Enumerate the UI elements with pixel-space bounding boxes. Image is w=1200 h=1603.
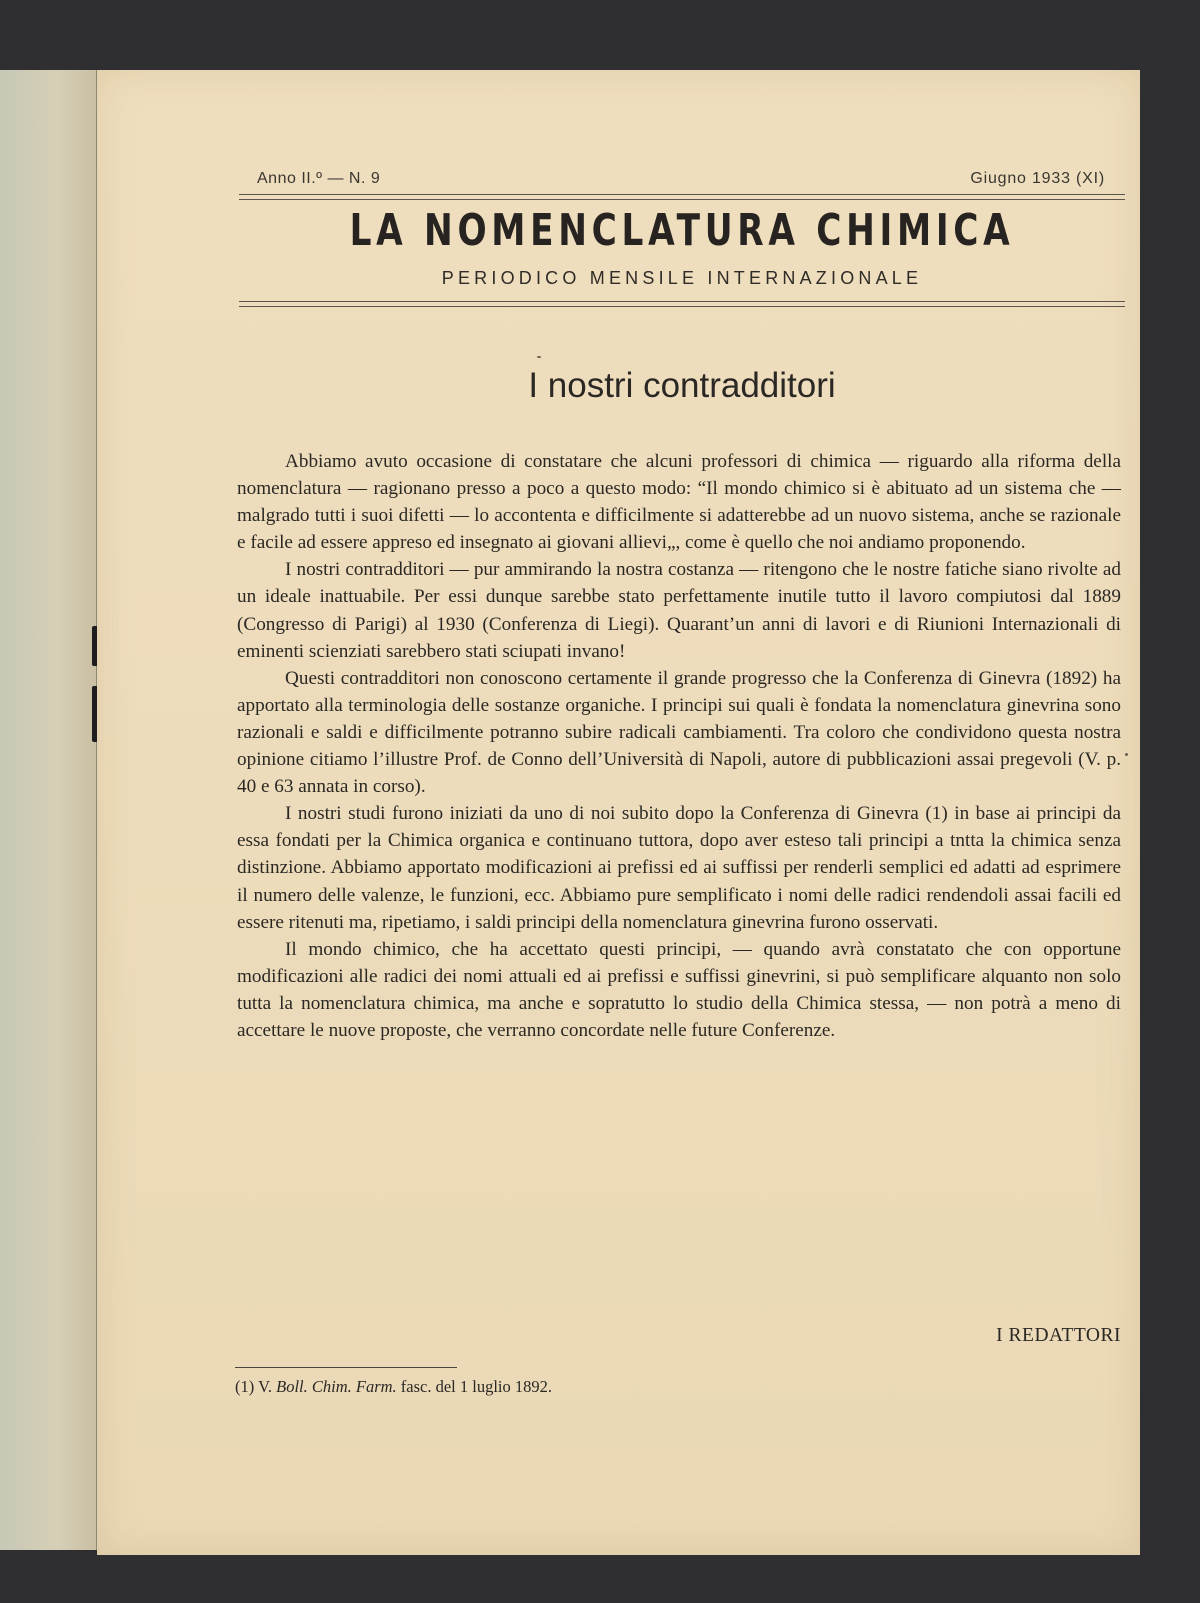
paragraph: Questi contradditori non conoscono certamente il grande progresso che la Conferenza di Ginevra (1892) ha apportato alla terminologia delle sostanze organiche. I principi sui quali è fondata la nomenclatura ginevrina sono razionali e saldi e difficilmente potranno subire radicali cambiamenti. Tra coloro che condividono questa nostra opinione citiamo l’illustre Prof. de Conno dell’Università di Napoli, autore di pubblicazioni assai pregevoli (V. p. 40 e 63 annata in corso). — [237, 667, 1121, 798]
paragraph: Il mondo chimico, che ha accettato questi principi, — quando avrà constatato che con opportune modificazioni alle radici dei nomi attuali ed ai prefissi e suffissi ginevrini, si può semplificare alquanto non solo tutta la nomenclatura chimica, ma anche e sopratutto lo studio della Chimica stessa, — non potrà a meno di accettare le nuove proposte, che verranno concordate nelle future Conferenze. — [237, 938, 1121, 1041]
issue-date: Giugno 1933 (XI) — [970, 170, 1105, 187]
facing-page-edge — [0, 70, 98, 1550]
article-title: I nostri contradditori — [528, 366, 836, 405]
paragraph: Abbiamo avuto occasione di constatare che alcuni professori di chimica — riguardo alla riforma della nomenclatura — ragionano presso a poco a questo modo: “Il mondo chimico si è abituato ad un sistema che — malgrado tutti i suoi difetti — lo accontenta e difficilmente si adatterebbe ad un nuovo sistema, anche se razionale e facile ad essere appreso ed insegnato ai giovani allievi„, come è quello che noi andiamo proponendo. — [237, 451, 1121, 554]
footnote-journal: Boll. Chim. Farm. — [276, 1377, 397, 1396]
masthead-issue-line — [257, 170, 1117, 194]
footnote — [235, 1377, 935, 1397]
journal-title: LA NOMENCLATURA CHIMICA — [349, 205, 1015, 256]
paragraph: I nostri studi furono iniziati da uno di noi subito dopo la Conferenza di Ginevra (1) in base ai principi da essa fondati per la Chimica organica e continuano tuttora, dopo aver esteso tali principi a tntta la chimica senza distinzione. Abbiamo apportato modificazioni ai prefissi ed ai suffissi per renderli semplici ed adatti ad esprimere il numero delle valenze, le funzioni, ecc. Abbiamo pure semplificato i nomi delle radici rendendoli assai facili ed essere ritenuti ma, ripetiamo, i saldi principi della nomenclatura ginevrina furono osservati. — [237, 803, 1121, 933]
paper-speck — [537, 356, 541, 358]
journal-subtitle: PERIODICO MENSILE INTERNAZIONALE — [441, 268, 923, 288]
masthead-rule-top — [239, 194, 1125, 200]
footnote-divider — [235, 1367, 457, 1368]
footnote-rest: fasc. del 1 luglio 1892. — [400, 1377, 553, 1396]
signature: I REDATTORI — [996, 1325, 1121, 1346]
footnote-marker: (1) V. — [235, 1377, 272, 1396]
paragraph: I nostri contradditori — pur ammirando la nostra costanza — ritengono che le nostre fatiche siano rivolte ad un ideale inattuabile. Per essi dunque sarebbe stato perfettamente inutile tutto il lavoro compiutosi dal 1889 (Congresso di Parigi) al 1930 (Conferenza di Liegi). Quarant’un anni di lavori e di Riunioni Internazionali di eminenti scienziati sarebbero stati sciupati invano! — [237, 559, 1121, 662]
article-body — [237, 448, 1121, 1044]
issue-number: Anno II.º — N. 9 — [257, 170, 381, 187]
document-page — [97, 70, 1140, 1555]
paper-speck — [1125, 753, 1128, 756]
masthead-rule-bottom — [239, 301, 1125, 307]
